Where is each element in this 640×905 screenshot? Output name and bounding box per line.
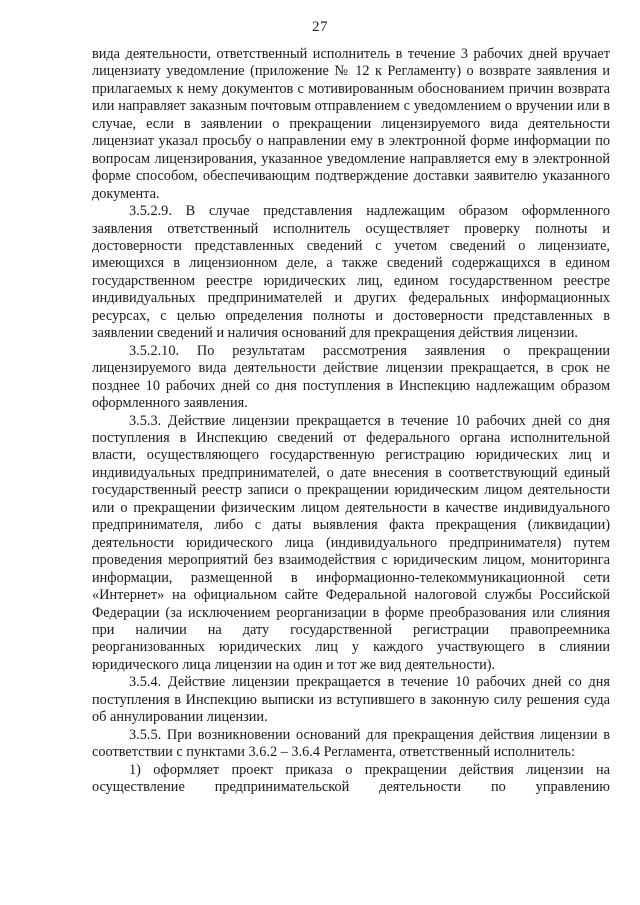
paragraph-3-5-3: 3.5.3. Действие лицензии прекращается в течение 10 рабочих дней со дня поступления в Инспекцию сведений от федерального органа исполнительной власти, осуществляющего государственную регистрацию юридических лиц и индивидуальных предпринимателей, о дате внесения в соответствующий единый государственный реестр записи о прекращении юридическим лицом деятельности или о прекращении физическим лицом деятельности в качестве индивидуального предпринимателя, либо с даты выявления факта прекращения (ликвидации) деятельности юридического лица (индивидуального предпринимателя) путем проведения мероприятий без взаимодействия с юридическим лицом, мониторинга информации, размещенной в информационно-телекоммуникационной сети «Интернет» на официальном сайте Федеральной налоговой службы Российской Федерации (за исключением реорганизации в форме преобразования или слияния при наличии на дату государственной регистрации правопреемника реорганизованных юридических лиц у каждого участвующего в слиянии юридического лица лицензии на один и тот же вид деятельности).: [92, 412, 610, 673]
paragraph-3-5-5: 3.5.5. При возникновении оснований для прекращения действия лицензии в соответствии с пунктами 3.6.2 – 3.6.4 Регламента, ответственный исполнитель:: [92, 726, 610, 761]
paragraph-3-5-2-9: 3.5.2.9. В случае представления надлежащим образом оформленного заявления ответственный исполнитель осуществляет проверку полноты и достоверности представленных сведений с учетом сведений о лицензиате, имеющихся в лицензионном деле, а также сведений содержащихся в едином государственном реестре юридических лиц, едином государственном реестре индивидуальных предпринимателей и других федеральных информационных ресурсах, с целью определения полноты и достоверности представленных в заявлении сведений и наличия оснований для прекращения действия лицензии.: [92, 203, 610, 342]
page-number: 27: [312, 19, 328, 35]
paragraph-3-5-2-10: 3.5.2.10. По результатам рассмотрения заявления о прекращении лицензируемого вида деятельности действие лицензии прекращается, в срок не позднее 10 рабочих дней со дня поступления в Инспекцию надлежащим образом оформленного заявления.: [92, 342, 610, 412]
paragraph-continuation: вида деятельности, ответственный исполнитель в течение 3 рабочих дней вручает лицензиату уведомление (приложение № 12 к Регламенту) о возврате заявления и прилагаемых к нему документов с мотивированным обоснованием причин возврата или направляет заказным почтовым отправлением с уведомлением о вручении или в случае, если в заявлении о прекращении лицензируемого вида деятельности лицензиат указал просьбу о направлении ему в электронной форме информации по вопросам лицензирования, указанное уведомление направляется ему в электронной форме способом, обеспечивающим подтверждение доставки заявителю указанного документа.: [92, 46, 610, 202]
paragraph-3-5-4: 3.5.4. Действие лицензии прекращается в течение 10 рабочих дней со дня поступления в Инспекцию выписки из вступившего в законную силу решения суда об аннулировании лицензии.: [92, 674, 610, 726]
paragraph-list-item-1: 1) оформляет проект приказа о прекращении действия лицензии на осуществление предпринимательской деятельности по управлению: [92, 761, 610, 796]
document-body: [92, 46, 610, 796]
